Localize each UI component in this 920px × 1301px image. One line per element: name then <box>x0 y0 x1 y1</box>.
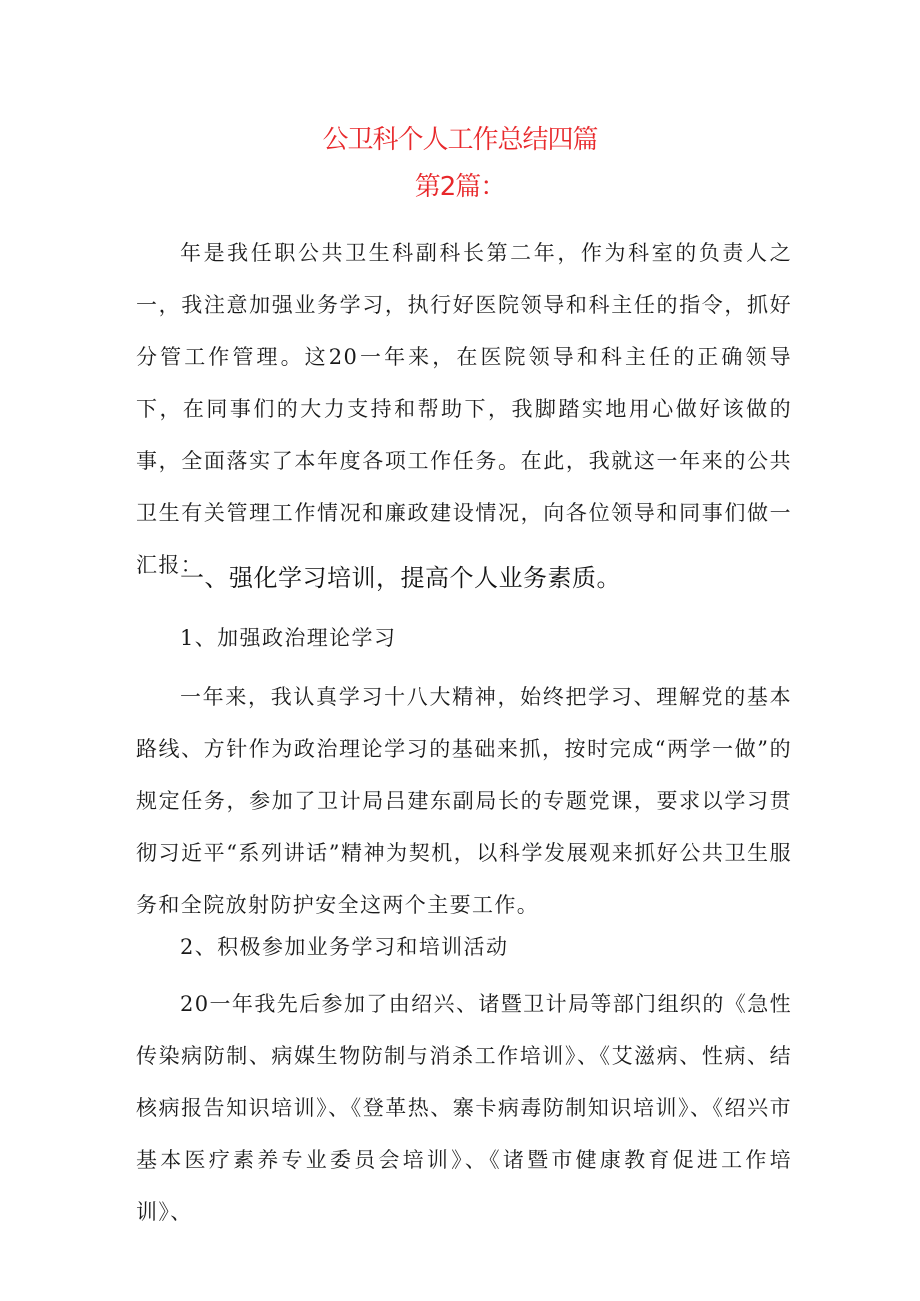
document-title: 公卫科个人工作总结四篇 <box>322 125 598 155</box>
subsection-heading-1: 1、加强政治理论学习 <box>180 626 397 650</box>
paragraph-training: 20一年我先后参加了由绍兴、诸暨卫计局等部门组织的《急性传染病防制、病媒生物防制与消杀工作培训》、《艾滋病、性病、结核病报告知识培训》、《登革热、寨卡病毒防制知识培训》、《绍兴市基本医疗素养专业委员会培训》、《诸暨市健康教育促进工作培训》、 <box>136 992 792 1224</box>
subsection-heading-2: 2、积极参加业务学习和培训活动 <box>180 935 509 959</box>
paragraph-political-study: 一年来，我认真学习十八大精神，始终把学习、理解党的基本路线、方针作为政治理论学习的基础来抓，按时完成“两学一做”的规定任务，参加了卫计局吕建东副局长的专题党课，要求以学习贯彻习近平“系列讲话”精神为契机，以科学发展观来抓好公共卫生服务和全院放射防护安全这两个主要工作。 <box>136 685 792 917</box>
paragraph-intro: 年是我任职公共卫生科副科长第二年，作为科室的负责人之一，我注意加强业务学习，执行好医院领导和科主任的指令，抓好分管工作管理。这20一年来，在医院领导和科主任的正确领导下，在同事们的大力支持和帮助下，我脚踏实地用心做好该做的事，全面落实了本年度各项工作任务。在此，我就这一年来的公共卫生有关管理工作情况和廉政建设情况，向各位领导和同事们做一汇报： <box>136 241 792 577</box>
section-heading-1: 一、强化学习培训，提高个人业务素质。 <box>180 564 621 592</box>
document-subtitle: 第2篇： <box>414 172 506 202</box>
